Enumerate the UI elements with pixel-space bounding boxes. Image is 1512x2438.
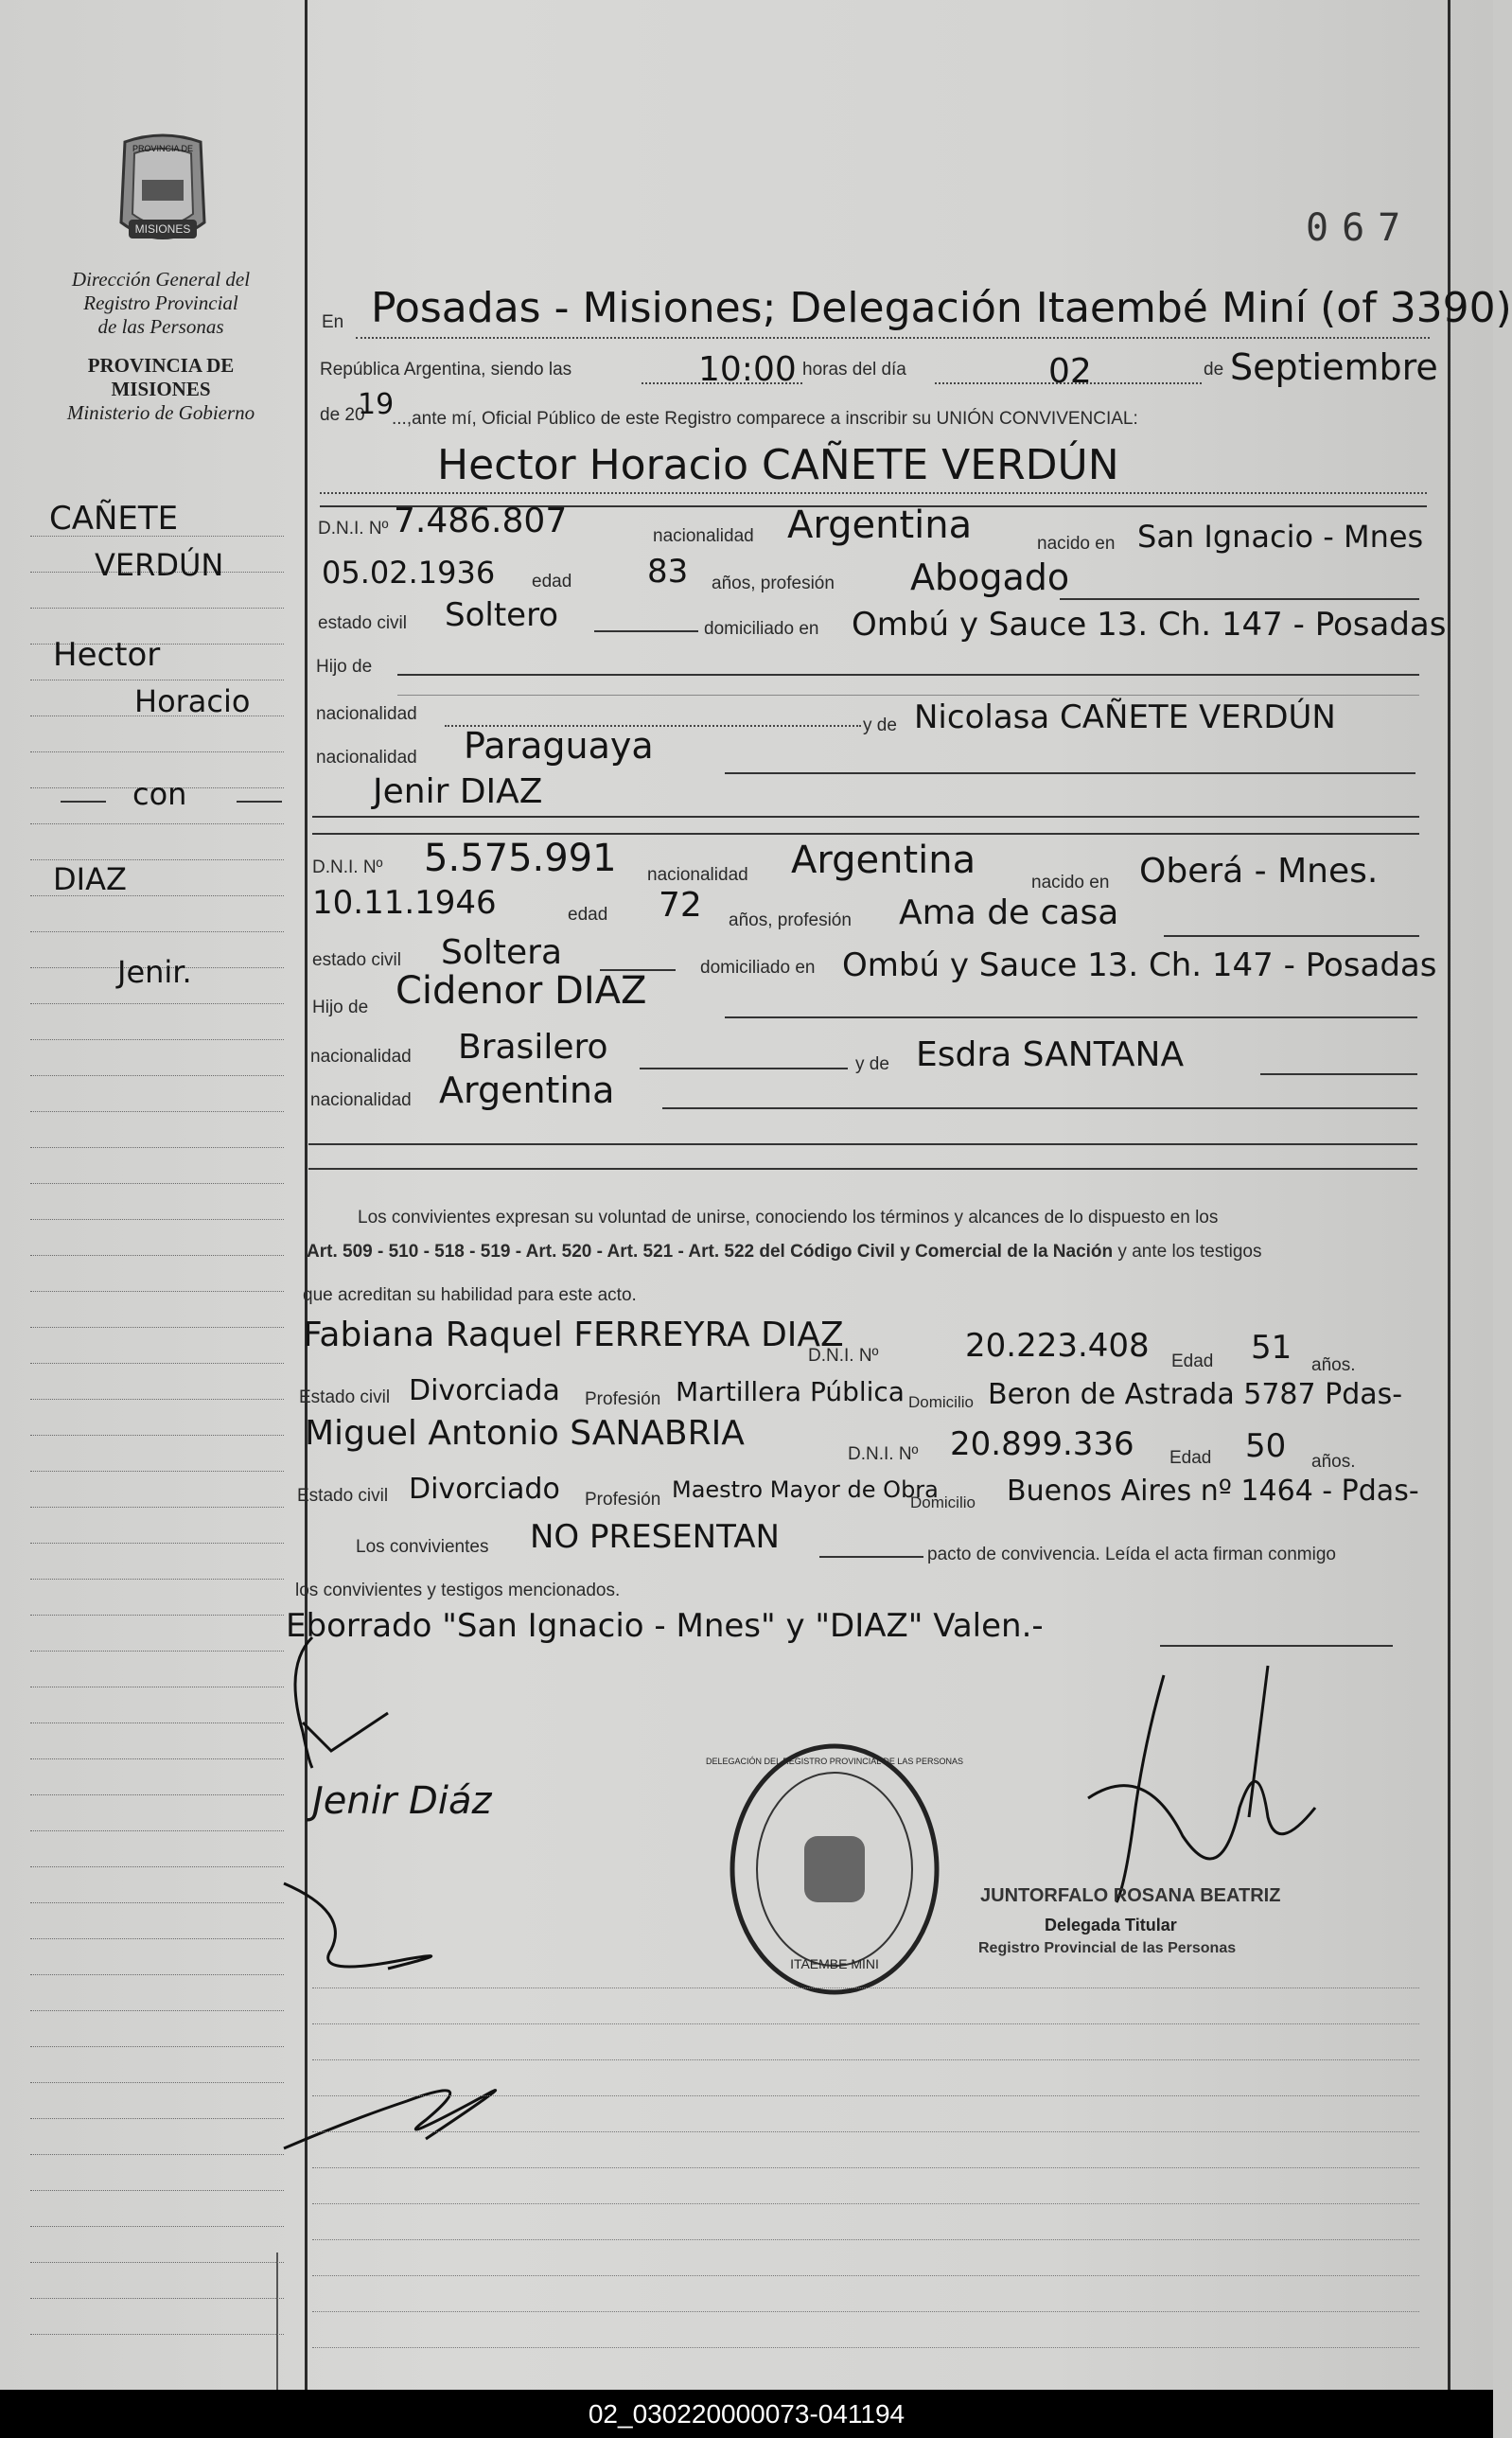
closing-line: los convivientes y testigos mencionados. [295,1581,621,1600]
day-value: 02 [1048,352,1092,391]
province-line1: PROVINCIA DE [87,354,235,377]
p1-y-de-label: y de [863,716,897,735]
p1-nac-label: nacionalidad [653,526,754,546]
w2-dni: 20.899.336 [950,1425,1134,1463]
margin-ruled-line [30,2154,284,2155]
margin-rule-lower [276,2252,278,2390]
margin-ruled-line [30,1579,284,1580]
margin-ruled-line [30,1615,284,1616]
margin-ruled-line [30,1075,284,1076]
erasure-note: Eborrado "San Ignacio - Mnes" y "DIAZ" Valen.- [286,1607,1044,1645]
p2-dni: 5.575.991 [424,837,617,880]
p1-dni: 7.486.807 [394,502,568,540]
margin-ruled-line [30,1758,284,1759]
svg-text:DELEGACIÓN DEL REGISTRO PROVIN: DELEGACIÓN DEL REGISTRO PROVINCIAL DE LAS PERSONAS [706,1757,963,1766]
p2-mother-nat-label: nacionalidad [310,1090,412,1110]
p2-domicilio-label: domiciliado en [700,958,816,978]
document-code-footer: 02_030220000073-041194 [0,2390,1493,2438]
p1-age: 83 [647,553,689,591]
page-number: 067 [1306,206,1415,250]
place-value: Posadas - Misiones; Delegación Itaembé Miní (of 3390) [371,284,1512,332]
margin-ruled-line [30,1363,284,1364]
p1-domicilio-label: domiciliado en [704,619,819,639]
ruled-line [312,2095,1419,2096]
de20-label: de 20 [320,405,365,425]
w1-profession: Martillera Pública [676,1376,905,1407]
w2-dni-label: D.N.I. Nº [848,1444,919,1464]
p2-y-de-label: y de [855,1054,889,1074]
w1-estado-label: Estado civil [299,1387,391,1407]
svg-text:MISIONES: MISIONES [134,222,191,236]
w1-age: 51 [1251,1329,1292,1367]
margin-ruled-line [30,1794,284,1795]
margin-ruled-line [30,1039,284,1040]
p1-address: Ombú y Sauce 13. Ch. 147 - Posadas [852,606,1447,644]
official-name: JUNTORFALO ROSANA BEATRIZ [980,1885,1281,1906]
margin-connector: con [132,776,187,812]
w1-domicilio-label: Domicilio [908,1393,974,1411]
margin-ruled-line [30,859,284,860]
p1-estado-label: estado civil [318,613,407,633]
margin-ruled-line [30,1543,284,1544]
margin-ruled-line [30,1974,284,1975]
signature-jenir: Jenir Diáz [312,1779,492,1823]
margin-ruled-line [30,1183,284,1184]
p1-dni-label: D.N.I. Nº [318,519,389,539]
p2-profesion-label: años, profesión [729,910,852,930]
margin-ruled-line [30,1902,284,1903]
institution-line1: Dirección General del [71,268,251,291]
w2-domicilio-label: Domicilio [910,1493,976,1511]
margin-given-2: Horacio [134,683,251,719]
pact-label-pre: Los convivientes [356,1537,489,1557]
p2-birthplace: Oberá - Mnes. [1139,852,1379,891]
w1-address: Beron de Astrada 5787 Pdas- [988,1378,1403,1411]
p1-father-nat-label: nacionalidad [316,704,417,724]
ruled-line [312,2059,1419,2060]
margin-ruled-line [30,1327,284,1328]
w1-dni: 20.223.408 [965,1327,1150,1365]
margin-ruled-line [30,1471,284,1472]
margin-ruled-line [30,1866,284,1867]
w1-civil-status: Divorciada [409,1374,560,1407]
p2-birthdate: 10.11.1946 [312,884,497,922]
margin-ruled-line [30,1938,284,1939]
p2-civil-status: Soltera [441,933,563,972]
institution-line3: de las Personas [97,315,224,338]
ruled-line [312,2167,1419,2168]
official-signature [1031,1666,1353,1912]
margin-ruled-line [30,1147,284,1148]
republica-label: República Argentina, siendo las [320,360,572,380]
w1-edad-label: Edad [1171,1352,1214,1371]
ante-mi-label: ...,ante mí, Oficial Público de este Registro comparece a inscribir su UNIÓN CONVIVENCIAL: [392,409,1138,429]
province-shield-logo [106,132,220,256]
p2-address: Ombú y Sauce 13. Ch. 147 - Posadas [842,946,1437,984]
margin-ruled-line [30,1111,284,1112]
w2-profession: Maestro Mayor de Obra [672,1476,939,1503]
p1-nationality: Argentina [787,504,973,547]
pact-label-post: pacto de convivencia. Leída el acta firman conmigo [927,1545,1336,1564]
legal-line-3: que acreditan su habilidad para este acto. [303,1285,637,1305]
margin-ruled-line [30,1291,284,1292]
margin-ruled-line [30,2262,284,2263]
margin-given-3: Jenir. [117,954,192,990]
ruled-line [312,2239,1419,2240]
margin-ruled-line [30,1507,284,1508]
official-office: Registro Provincial de las Personas [978,1940,1237,1956]
svg-text:ITAEMBE MINI: ITAEMBE MINI [790,1956,879,1971]
p1-profesion-label: años, profesión [712,574,835,593]
province-line2: MISIONES [111,378,211,400]
right-edge-rule [1448,0,1450,2390]
w1-profesion-label: Profesión [585,1389,661,1409]
ruled-line [312,2131,1419,2132]
margin-ruled-line [30,1830,284,1831]
margin-surname-2: VERDÚN [95,547,224,583]
p2-hijo-label: Hijo de [312,998,369,1017]
w1-dni-label: D.N.I. Nº [808,1346,879,1366]
p1-edad-label: edad [532,572,572,592]
p2-nacido-label: nacido en [1031,873,1110,892]
legal-line-1: Los convivientes expresan su voluntad de unirse, conociendo los términos y alcances de lo dispuesto en los [358,1208,1219,1228]
official-stamp [706,1741,963,1997]
p2-father-nationality: Brasilero [458,1028,608,1067]
margin-given-1: Hector [53,636,161,674]
w2-profesion-label: Profesión [585,1490,661,1510]
p1-nacido-label: nacido en [1037,534,1116,554]
p2-mother-nationality: Argentina [439,1069,615,1111]
signature-mark-1 [274,1628,445,1770]
margin-ruled-line [30,2010,284,2011]
p1-profession: Abogado [910,556,1070,598]
margin-ruled-line [30,2046,284,2047]
pact-value: NO PRESENTAN [530,1518,780,1556]
margin-ruled-line [30,1722,284,1723]
margin-ruled-line [30,1435,284,1436]
p2-father: Cidenor DIAZ [396,969,647,1013]
p1-civil-status: Soltero [445,596,559,634]
p2-nationality: Argentina [791,839,976,882]
institution-line2: Registro Provincial [83,292,238,314]
legal-articles: Art. 509 - 510 - 518 - 519 - Art. 520 - Art. 521 - Art. 522 del Código Civil y Comercial de la Nación [307,1242,1114,1262]
w1-name: Fabiana Raquel FERREYRA DIAZ [303,1316,844,1354]
p2-dni-label: D.N.I. Nº [312,857,383,877]
p2-nac-label: nacionalidad [647,865,748,885]
margin-ruled-line [30,1651,284,1652]
ruled-line [312,2311,1419,2312]
w2-estado-label: Estado civil [297,1486,389,1506]
w2-name: Miguel Antonio SANABRIA [305,1414,745,1453]
de-label: de [1204,360,1224,380]
time-value: 10:00 [698,350,797,389]
margin-surname-1: CAÑETE [49,500,179,538]
legal-line-2 [307,1242,1262,1263]
margin-ruled-line [30,1219,284,1220]
margin-ruled-line [30,2298,284,2299]
margin-ruled-line [30,608,284,609]
margin-ruled-line [30,823,284,824]
legal-line-2-rest: y ante los testigos [1113,1242,1262,1262]
w1-anos: años. [1311,1355,1356,1375]
w2-civil-status: Divorciado [409,1473,560,1506]
p1-mother-nationality: Paraguaya [464,725,654,767]
margin-ruled-line [30,751,284,752]
p2-mother: Esdra SANTANA [916,1035,1185,1074]
p2-age: 72 [659,886,702,925]
w2-edad-label: Edad [1169,1448,1212,1468]
margin-ruled-line [30,2118,284,2119]
margin-ruled-line [30,2334,284,2335]
signature-mark-3 [274,2054,520,2158]
margin-ruled-line [30,2082,284,2083]
margin-surname-3: DIAZ [53,861,127,897]
p1-mother-nat-label: nacionalidad [316,748,417,768]
margin-rule [305,0,308,2390]
margin-ruled-line [30,1003,284,1004]
ruled-line [312,2275,1419,2276]
w2-anos: años. [1311,1452,1356,1472]
ruled-line [312,2203,1419,2204]
horas-label: horas del día [802,360,906,380]
margin-ruled-line [30,1399,284,1400]
signature-mark-2 [274,1874,464,1988]
ministry-heading [38,268,284,425]
p1-hijo-label: Hijo de [316,657,373,677]
official-title: Delegada Titular [1045,1916,1177,1934]
margin-ruled-line [30,1255,284,1256]
p2-profession: Ama de casa [899,893,1119,932]
margin-ruled-line [30,2190,284,2191]
p1-birthdate: 05.02.1936 [322,555,496,591]
person1-name: Hector Horacio CAÑETE VERDÚN [437,441,1119,489]
margin-ruled-line [30,2226,284,2227]
margin-ruled-line [30,931,284,932]
p2-edad-label: edad [568,905,608,925]
ruled-line [312,2347,1419,2348]
p2-father-nat-label: nacionalidad [310,1047,412,1067]
en-label: En [322,312,344,332]
ruled-line [312,2023,1419,2024]
w2-age: 50 [1245,1427,1287,1465]
p2-estado-label: estado civil [312,950,401,970]
svg-text:PROVINCIA DE: PROVINCIA DE [132,144,194,153]
w2-address: Buenos Aires nº 1464 - Pdas- [1007,1475,1419,1508]
month-value: Septiembre [1230,346,1438,388]
person2-name: Jenir DIAZ [373,772,543,811]
p1-birthplace: San Ignacio - Mnes [1137,519,1424,555]
ministry-name: Ministerio de Gobierno [66,401,255,424]
p1-mother: Nicolasa CAÑETE VERDÚN [914,698,1336,736]
year-value: 19 [358,388,395,421]
